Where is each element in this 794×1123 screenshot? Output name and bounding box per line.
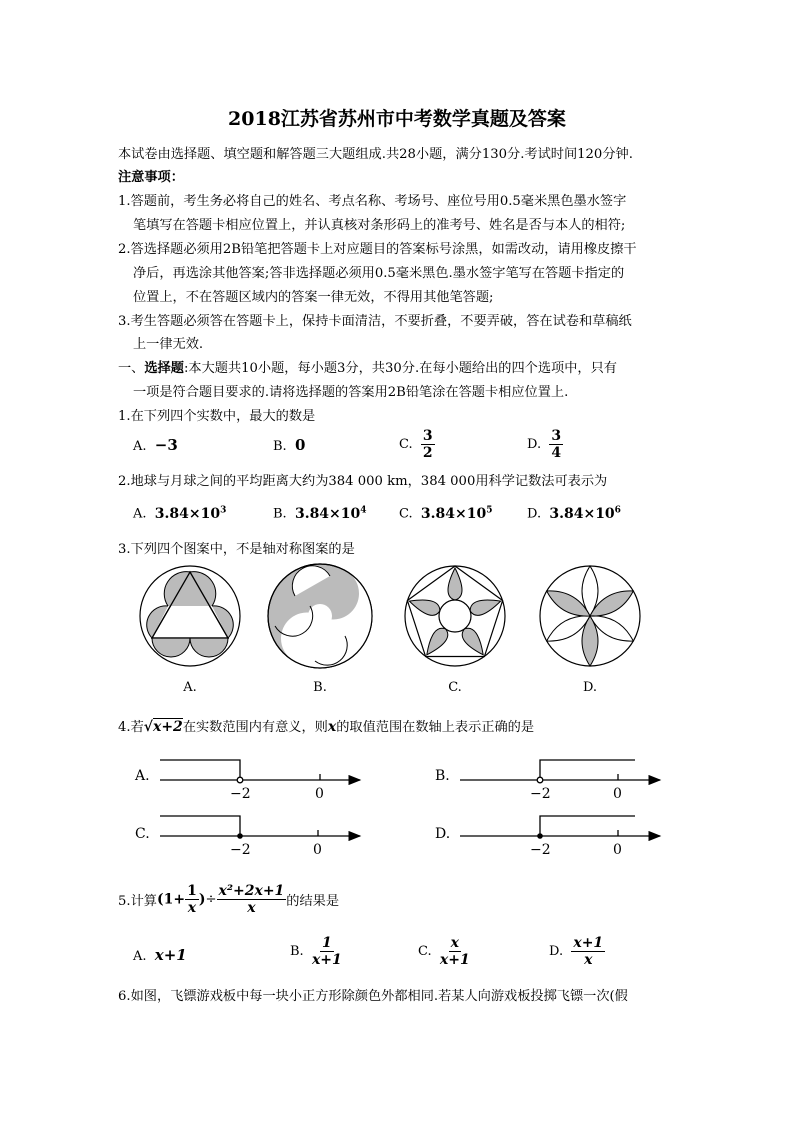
section-label: 选择题 [144,361,184,376]
figure-b [268,558,391,687]
section-text: :本大题共10小题，每小题3分，共30分.在每小题给出的四个选项中，只有 [183,361,617,376]
q3-figures [130,558,670,703]
section-text-2: 一项是符合题目要求的.请将选择题的答案用2B铅笔涂在答题卡相应位置上. [133,385,569,400]
q1-stem: 1.在下列四个实数中，最大的数是 [118,409,316,424]
note-line: 笔填写在答题卡相应位置上，并认真核对条形码上的准考号、姓名是否与本人的相符; [133,218,626,233]
figure-c [405,566,505,666]
note-line: 上一律无效. [133,337,204,352]
note-line: 2.答选择题必须用2B铅笔把答题卡上对应题目的答案标号涂黑，如需改动，请用橡皮擦干 [118,242,637,257]
q1-option-b: B. 0 [273,436,306,454]
axis-a-tick: 0 [315,786,324,802]
q2-stem: 2.地球与月球之间的平均距离大约为384 000 km，384 000用科学记数法可表示为 [118,474,608,489]
q6-stem: 6.如图，飞镖游戏板中每一块小正方形除颜色外都相同.若某人向游戏板投掷飞镖一次(假 [118,989,628,1004]
q5-option-d: D. $\frac{x+1}{x}$ [549,935,604,968]
note-line: 净后，再选涂其他答案;答非选择题必须用0.5毫米黑色.墨水签字笔写在答题卡指定的 [133,266,625,281]
axis-b-tick: −2 [530,786,551,802]
q5-option-b: B. $\frac{1}{x+1}$ [290,935,342,968]
q5-option-a: A. x+1 [133,946,187,964]
section-label-prefix: 一、 [118,361,145,376]
q1-option-a: A. −3 [133,436,178,454]
q1-option-d: D. $\frac{3}{4}$ [527,428,562,461]
axis-c-tick: 0 [313,842,322,858]
axis-b-label: B. [435,768,450,784]
exam-intro: 本试卷由选择题、填空题和解答题三大题组成.共28小题，满分130分.考试时间120分钟. [118,147,633,162]
q5-option-c: C. $\frac{x}{x+1}$ [418,935,470,968]
axis-a-label: A. [135,768,150,784]
note-line: 3.考生答题必须答在答题卡上，保持卡面清洁，不要折叠，不要弄破，答在试卷和草稿纸 [118,314,632,329]
note-line: 位置上，不在答题区域内的答案一律无效，不得用其他笔答题; [133,290,494,305]
q2-option-c: C. $3.84\times 10^5$ [399,505,493,522]
figure-d-label: D. [582,680,598,695]
q4-stem: 4.若√x+2在实数范围内有意义，则x的取值范围在数轴上表示正确的是 [118,719,535,735]
q4-number-lines [120,750,680,870]
axis-d-label: D. [435,826,451,842]
section-1-header [118,357,617,376]
axis-d-tick: 0 [613,842,622,858]
axis-c-tick: −2 [230,842,251,858]
figure-a [140,566,240,666]
q1-option-c: C. $\frac{3}{2}$ [399,428,433,461]
page-title: 2018江苏省苏州市中考数学真题及答案 [228,108,566,130]
q2-option-a: A. $3.84\times 10^3$ [133,505,227,522]
figure-d [540,566,640,666]
q3-stem: 3.下列四个图案中，不是轴对称图案的是 [118,542,355,557]
q5-stem: 5.计算(1+ $\frac{1}{x}$ )÷ $\frac{\text{x²+2x+1}}{x}$ 的结果是 [118,883,340,916]
figure-c-label: C. [448,680,462,695]
note-line: 1.答题前，考生务必将自己的姓名、考点名称、考场号、座位号用0.5毫米黑色墨水签字 [118,194,627,209]
q2-option-b: B. $3.84\times 10^4$ [273,505,367,522]
notes-heading: 注意事项： [118,170,184,185]
q2-option-d: D. $3.84\times 10^6$ [527,505,621,522]
axis-a-tick: −2 [230,786,251,802]
axis-b-tick: 0 [613,786,622,802]
figure-a-label: A. [183,680,197,695]
axis-d-tick: −2 [530,842,551,858]
figure-b-label: B. [313,680,327,695]
axis-c-label: C. [135,826,150,842]
